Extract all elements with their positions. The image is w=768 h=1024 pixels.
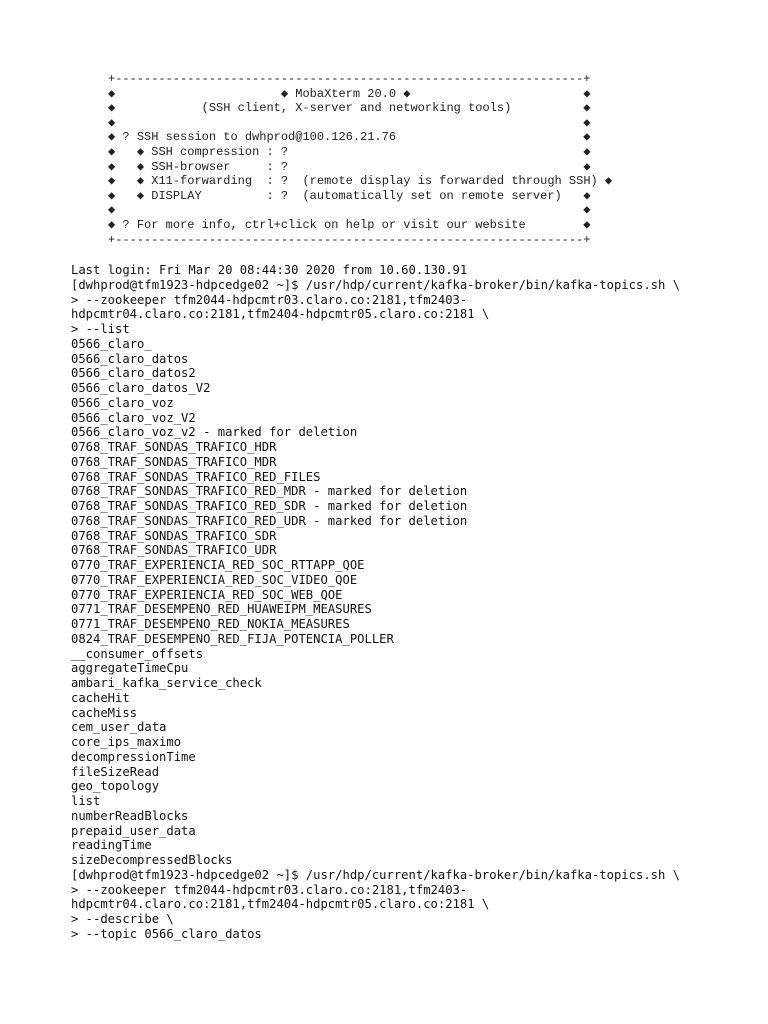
terminal-line: 0566_claro_ [71,336,152,351]
terminal-line: 0768_TRAF_SONDAS_TRAFICO_MDR [71,454,277,469]
terminal-line: 0768_TRAF_SONDAS_TRAFICO_RED_FILES [71,469,321,484]
terminal-line: 0768_TRAF_SONDAS_TRAFICO_RED_MDR - marked for deletion [71,484,468,499]
terminal-line: ambari_kafka_service_check [71,676,262,690]
terminal-line: > --describe \ [71,912,174,926]
banner-line: ◆ ? For more info, ctrl+click on help or visit our website ◆ [108,217,591,232]
banner-line: ◆ ◆ MobaXterm 20.0 ◆ ◆ [108,86,591,101]
banner-line: ◆ ◆ X11-forwarding : ? (remote display is forwarded through SSH) ◆ [108,174,613,189]
terminal-line: list [71,794,101,808]
banner-line: ◆ (SSH client, X-server and networking tools) ◆ [108,101,591,116]
banner-line: ◆ ◆ DISPLAY : ? (automatically set on remote server) ◆ [108,188,591,203]
banner-line: ◆ ◆ [108,115,591,130]
terminal-line: 0566_claro_datos [71,351,189,366]
terminal-line: > --topic 0566_claro_datos [71,926,262,941]
terminal-line: 0566_claro_voz_v2 - marked for deletion [71,425,358,440]
terminal-line: cem_user_data [71,720,167,735]
banner-line: ◆ ◆ [108,203,591,218]
terminal-line: > --list [71,322,130,336]
banner-line: +-----------------------------------------------------------------+ [108,72,591,86]
terminal-line: 0768_TRAF_SONDAS_TRAFICO_HDR [71,440,277,454]
terminal-line: 0770_TRAF_EXPERIENCIA_RED_SOC_RTTAPP_QOE [71,558,365,572]
terminal-line: core_ips_maximo [71,735,182,749]
terminal-line: 0768_TRAF_SONDAS_TRAFICO_SDR [71,528,277,543]
terminal-line: prepaid_user_data [71,823,196,838]
terminal-line: Last login: Fri Mar 20 08:44:30 2020 from 10.60.130.91 [71,263,468,277]
terminal-output [71,263,761,942]
terminal-line: 0566_claro_datos2 [71,366,196,381]
terminal-line: geo_topology [71,779,160,794]
terminal-line: 0768_TRAF_SONDAS_TRAFICO_UDR [71,543,277,558]
banner-line: ◆ ◆ SSH compression : ? ◆ [108,144,591,159]
banner-line: ◆ ? SSH session to dwhprod@100.126.21.76 ◆ [108,130,591,145]
terminal-line: 0566_claro_datos_V2 [71,381,211,395]
terminal-line: 0771_TRAF_DESEMPENO_RED_HUAWEIPM_MEASURES [71,602,372,617]
terminal-line: aggregateTimeCpu [71,661,189,676]
terminal-line: fileSizeRead [71,764,160,779]
terminal-line: 0771_TRAF_DESEMPENO_RED_NOKIA_MEASURES [71,617,350,631]
terminal-line: hdpcmtr04.claro.co:2181,tfm2404-hdpcmtr05.claro.co:2181 \ [71,897,490,912]
terminal-line: cacheHit [71,690,130,705]
banner-line: ◆ ◆ SSH-browser : ? ◆ [108,159,591,174]
terminal-line: 0566_claro_voz_V2 [71,410,196,425]
terminal-line: 0566_claro_voz [71,395,174,410]
terminal-line: decompressionTime [71,749,196,764]
terminal-line: > --zookeeper tfm2044-hdpcmtr03.claro.co:2181,tfm2403- [71,292,468,307]
terminal-line: cacheMiss [71,705,138,720]
terminal-line: [dwhprod@tfm1923-hdpcedge02 ~]$ /usr/hdp/current/kafka-broker/bin/kafka-topics.sh \ [71,277,681,292]
terminal-line: __consumer_offsets [71,646,204,661]
terminal-line: sizeDecompressedBlocks [71,853,233,867]
terminal-line: numberReadBlocks [71,808,189,823]
terminal-line: 0770_TRAF_EXPERIENCIA_RED_SOC_VIDEO_QOE [71,572,358,587]
terminal-line: 0770_TRAF_EXPERIENCIA_RED_SOC_WEB_QOE [71,587,343,602]
terminal-line: 0824_TRAF_DESEMPENO_RED_FIJA_POTENCIA_POLLER [71,631,394,646]
terminal-line: 0768_TRAF_SONDAS_TRAFICO_RED_SDR - marked for deletion [71,499,468,513]
banner-line: +-----------------------------------------------------------------+ [108,232,591,247]
terminal-line: 0768_TRAF_SONDAS_TRAFICO_RED_UDR - marked for deletion [71,513,468,528]
terminal-line: hdpcmtr04.claro.co:2181,tfm2404-hdpcmtr05.claro.co:2181 \ [71,307,490,322]
terminal-line: [dwhprod@tfm1923-hdpcedge02 ~]$ /usr/hdp/current/kafka-broker/bin/kafka-topics.sh \ [71,867,681,882]
terminal-line: readingTime [71,838,152,853]
mobaxterm-banner [108,72,612,247]
terminal-line: > --zookeeper tfm2044-hdpcmtr03.claro.co:2181,tfm2403- [71,882,468,897]
